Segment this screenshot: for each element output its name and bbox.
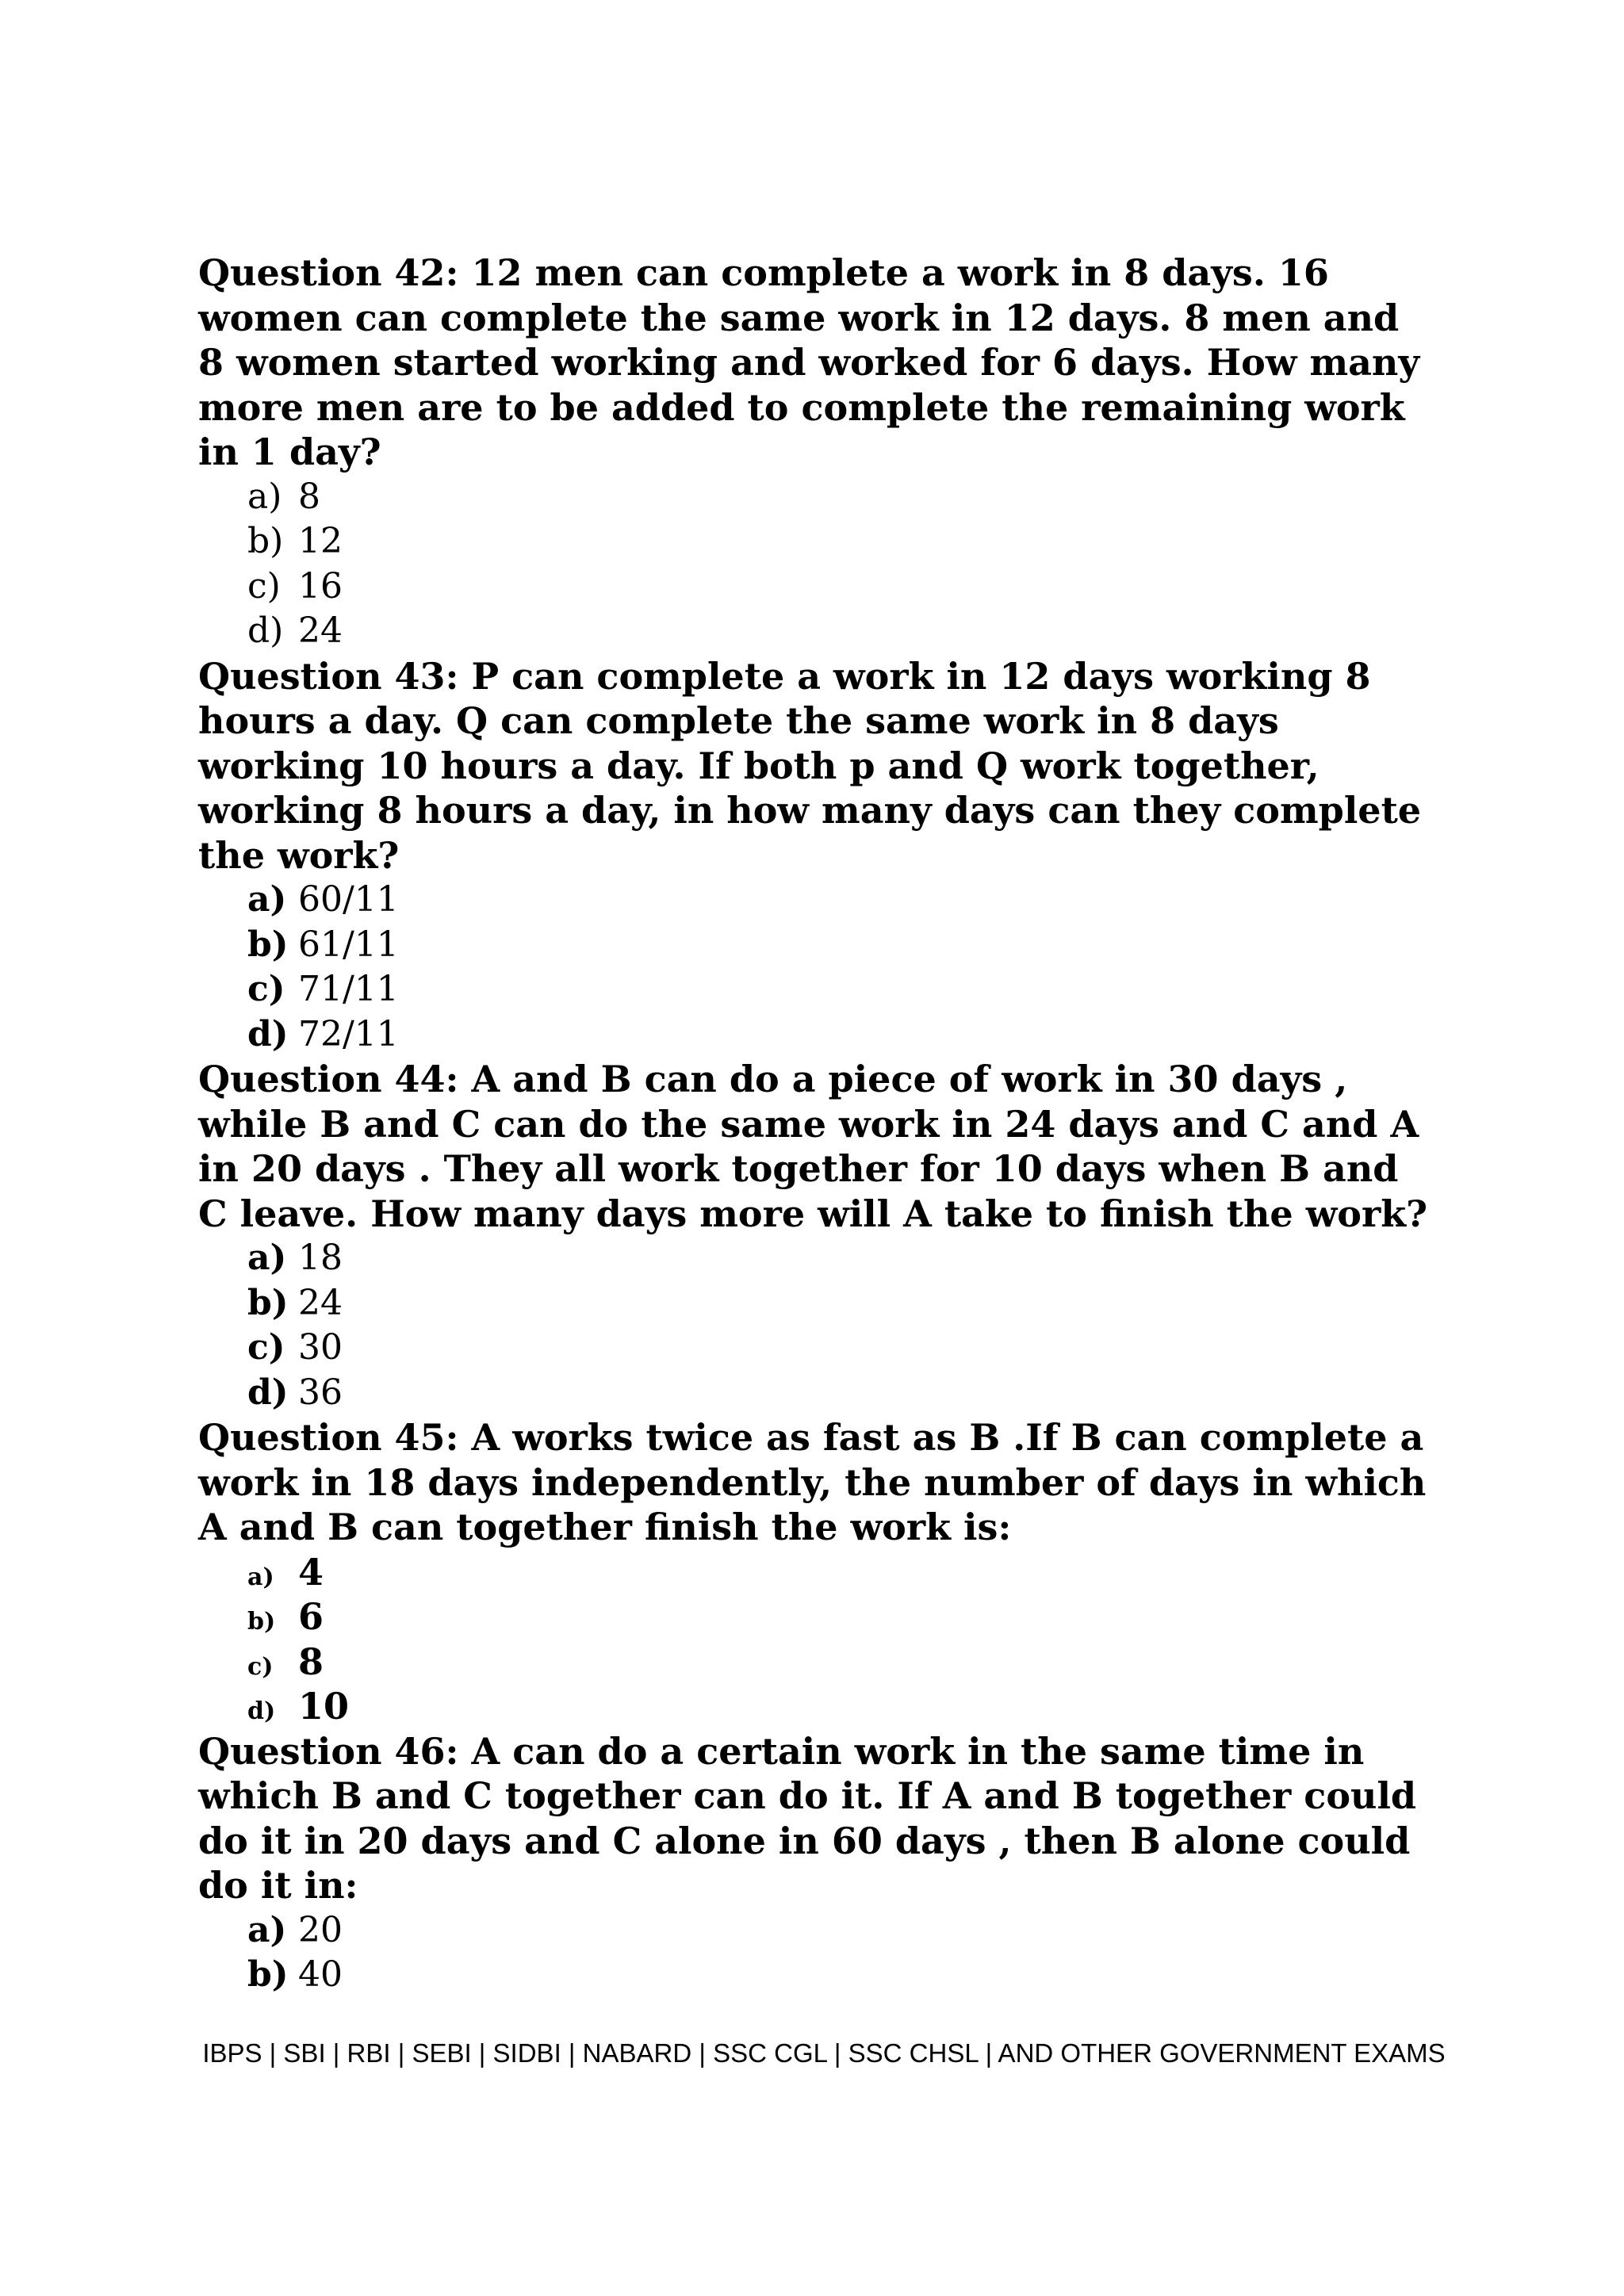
option-value: 36 xyxy=(298,1372,343,1413)
option-value: 60/11 xyxy=(298,879,399,920)
option-value: 4 xyxy=(298,1550,324,1594)
page-footer: IBPS | SBI | RBI | SEBI | SIDBI | NABARD | SSC CGL | SSC CHSL | AND OTHER GOVERNMENT EXAMS xyxy=(202,2038,1446,2068)
option-a xyxy=(247,878,1435,923)
option-value: 8 xyxy=(298,476,320,517)
option-letter: c) xyxy=(247,1652,274,1681)
option-letter: a) xyxy=(247,1909,287,1950)
option-d xyxy=(247,1012,1435,1058)
option-b xyxy=(247,1953,1435,1998)
option-d xyxy=(247,1684,1435,1729)
option-letter: d) xyxy=(247,1013,289,1054)
question-text: Question 45: A works twice as fast as B .If B can complete a work in 18 days independently, the number of days in which A and B can together finish the work is: xyxy=(198,1416,1427,1548)
option-a xyxy=(247,1908,1435,1954)
option-c xyxy=(247,1326,1435,1371)
option-c xyxy=(247,1640,1435,1685)
question-text: Question 44: A and B can do a piece of work in 30 days , while B and C can do the same work in 24 days and C and A in 20 days . They all work together for 10 days when B and C leave. How many days more will A take to finish the work? xyxy=(198,1058,1428,1235)
option-value: 72/11 xyxy=(298,1013,399,1054)
option-letter: a) xyxy=(247,476,282,517)
option-value: 24 xyxy=(298,1282,343,1323)
option-letter: b) xyxy=(247,1954,289,1995)
option-d xyxy=(247,609,1435,654)
option-a xyxy=(247,475,1435,520)
option-c xyxy=(247,564,1435,610)
option-b xyxy=(247,1281,1435,1326)
option-letter: d) xyxy=(247,1372,289,1413)
option-value: 61/11 xyxy=(298,924,399,965)
question-text: Question 43: P can complete a work in 12 days working 8 hours a day. Q can complete the same work in 8 days working 10 hours a day. If both p and Q work together, working 8 hours a day, in how many days can they complete the work? xyxy=(198,654,1422,877)
option-c xyxy=(247,967,1435,1012)
option-value: 40 xyxy=(298,1954,343,1995)
option-letter: a) xyxy=(247,1238,287,1278)
option-value: 6 xyxy=(298,1595,324,1638)
option-value: 12 xyxy=(298,521,343,561)
option-value: 18 xyxy=(298,1238,343,1278)
question-block xyxy=(198,1057,1435,1415)
question-block xyxy=(198,251,1435,654)
option-letter: c) xyxy=(247,969,285,1009)
option-letter: b) xyxy=(247,924,289,965)
option-letter: b) xyxy=(247,1608,276,1636)
option-b xyxy=(247,519,1435,564)
option-a xyxy=(247,1550,1435,1595)
option-value: 10 xyxy=(298,1685,350,1728)
option-value: 20 xyxy=(298,1909,343,1950)
option-list xyxy=(198,1908,1435,1998)
question-block xyxy=(198,1415,1435,1729)
option-value: 30 xyxy=(298,1327,343,1368)
question-block xyxy=(198,1729,1435,1998)
option-list xyxy=(198,1236,1435,1415)
option-value: 24 xyxy=(298,610,343,651)
question-text: Question 42: 12 men can complete a work in 8 days. 16 women can complete the same work in 12 days. 8 men and 8 women started working and worked for 6 days. How many more men are to be added to complete the remaining work in 1 day? xyxy=(198,251,1420,473)
option-letter: c) xyxy=(247,1327,285,1368)
option-letter: a) xyxy=(247,1563,274,1591)
option-letter: a) xyxy=(247,879,287,920)
option-b xyxy=(247,923,1435,968)
option-value: 8 xyxy=(298,1640,324,1683)
option-letter: b) xyxy=(247,521,284,561)
option-b xyxy=(247,1594,1435,1640)
option-letter: c) xyxy=(247,565,281,607)
question-text: Question 46: A can do a certain work in the same time in which B and C together can do it. If A and B together could do it in 20 days and C alone in 60 days , then B alone could do it in: xyxy=(198,1729,1417,1907)
option-value: 71/11 xyxy=(298,969,399,1009)
option-d xyxy=(247,1371,1435,1416)
option-list xyxy=(198,475,1435,654)
option-value: 16 xyxy=(298,565,343,607)
question-list xyxy=(198,251,1435,1998)
question-block xyxy=(198,654,1435,1058)
option-letter: b) xyxy=(247,1282,289,1323)
option-list xyxy=(198,878,1435,1057)
option-a xyxy=(247,1236,1435,1281)
option-letter: d) xyxy=(247,610,284,651)
option-letter: d) xyxy=(247,1697,276,1725)
option-list xyxy=(198,1550,1435,1729)
